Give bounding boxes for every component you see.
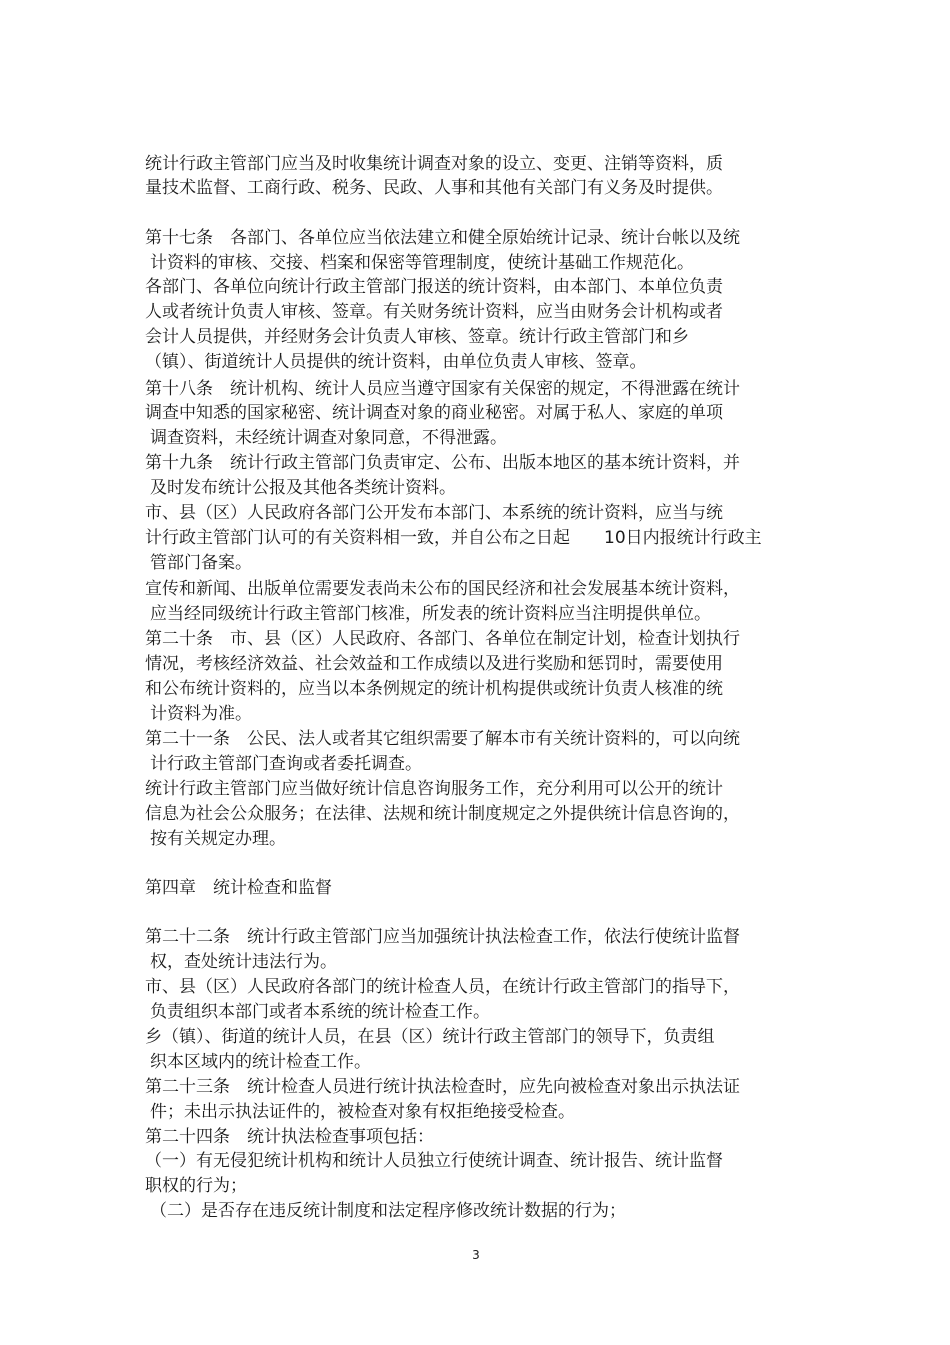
text-line: 计行政主管部门查询或者委托调查。: [150, 754, 422, 774]
text-line: 权，查处统计违法行为。: [150, 952, 337, 972]
text-line: 量技术监督、工商行政、税务、民政、人事和其他有关部门有义务及时提供。: [145, 178, 723, 198]
text-line: 信息为社会公众服务；在法律、法规和统计制度规定之外提供统计信息咨询的，: [145, 804, 740, 824]
text-line: 管部门备案。: [150, 553, 252, 573]
text-line: 会计人员提供，并经财务会计负责人审核、签章。统计行政主管部门和乡: [145, 327, 689, 347]
text-line: 第二十四条 统计执法检查事项包括：: [145, 1127, 434, 1147]
text-line: 第十八条 统计机构、统计人员应当遵守国家有关保密的规定，不得泄露在统计: [145, 379, 740, 399]
text-line: 调查资料，未经统计调查对象同意，不得泄露。: [150, 428, 507, 448]
text-line: 织本区域内的统计检查工作。: [150, 1052, 371, 1072]
text-line: 宣传和新闻、出版单位需要发表尚未公布的国民经济和社会发展基本统计资料，: [145, 579, 740, 599]
text-line: 乡（镇）、街道的统计人员，在县（区）统计行政主管部门的领导下，负责组: [145, 1027, 715, 1047]
text-line: 第十九条 统计行政主管部门负责审定、公布、出版本地区的基本统计资料，并: [145, 453, 740, 473]
text-line: 和公布统计资料的，应当以本条例规定的统计机构提供或统计负责人核准的统: [145, 679, 723, 699]
text-line: 按有关规定办理。: [150, 829, 286, 849]
text-line: 第二十一条 公民、法人或者其它组织需要了解本市有关统计资料的，可以向统: [145, 729, 740, 749]
page-number: 3: [472, 1248, 480, 1262]
text-line: 职权的行为；: [145, 1176, 247, 1196]
text-line: 计资料的审核、交接、档案和保密等管理制度，使统计基础工作规范化。: [150, 253, 694, 273]
text-line: 负责组织本部门或者本系统的统计检查工作。: [150, 1002, 490, 1022]
text-line: 市、县（区）人民政府各部门公开发布本部门、本系统的统计资料，应当与统: [145, 503, 723, 523]
text-line: （一）有无侵犯统计机构和统计人员独立行使统计调查、统计报告、统计监督: [145, 1151, 723, 1171]
text-line: 第十七条 各部门、各单位应当依法建立和健全原始统计记录、统计台帐以及统: [145, 228, 740, 248]
text-line: （镇）、街道统计人员提供的统计资料，由单位负责人审核、签章。: [145, 352, 647, 372]
text-line: 情况，考核经济效益、社会效益和工作成绩以及进行奖励和惩罚时，需要使用: [145, 654, 723, 674]
text-line: 计资料为准。: [150, 704, 252, 724]
text-line: 市、县（区）人民政府各部门的统计检查人员，在统计行政主管部门的指导下，: [145, 977, 740, 997]
text-line: 调查中知悉的国家秘密、统计调查对象的商业秘密。对属于私人、家庭的单项: [145, 403, 723, 423]
text-line: 第四章 统计检查和监督: [145, 878, 332, 898]
text-line: （二）是否存在违反统计制度和法定程序修改统计数据的行为；: [150, 1201, 626, 1221]
text-line: 第二十二条 统计行政主管部门应当加强统计执法检查工作，依法行使统计监督: [145, 927, 740, 947]
text-line: 统计行政主管部门应当做好统计信息咨询服务工作，充分利用可以公开的统计: [145, 779, 723, 799]
text-line: 第二十三条 统计检查人员进行统计执法检查时，应先向被检查对象出示执法证: [145, 1077, 740, 1097]
text-line: 件；未出示执法证件的，被检查对象有权拒绝接受检查。: [150, 1102, 575, 1122]
text-line: 计行政主管部门认可的有关资料相一致，并自公布之日起 10日内报统计行政主: [145, 528, 762, 548]
text-line: 第二十条 市、县（区）人民政府、各部门、各单位在制定计划，检查计划执行: [145, 629, 740, 649]
text-line: 人或者统计负责人审核、签章。有关财务统计资料，应当由财务会计机构或者: [145, 302, 723, 322]
text-line: 及时发布统计公报及其他各类统计资料。: [150, 478, 456, 498]
text-line: 各部门、各单位向统计行政主管部门报送的统计资料，由本部门、本单位负责: [145, 277, 723, 297]
text-line: 统计行政主管部门应当及时收集统计调查对象的设立、变更、注销等资料，质: [145, 154, 723, 174]
text-line: 应当经同级统计行政主管部门核准，所发表的统计资料应当注明提供单位。: [150, 604, 711, 624]
